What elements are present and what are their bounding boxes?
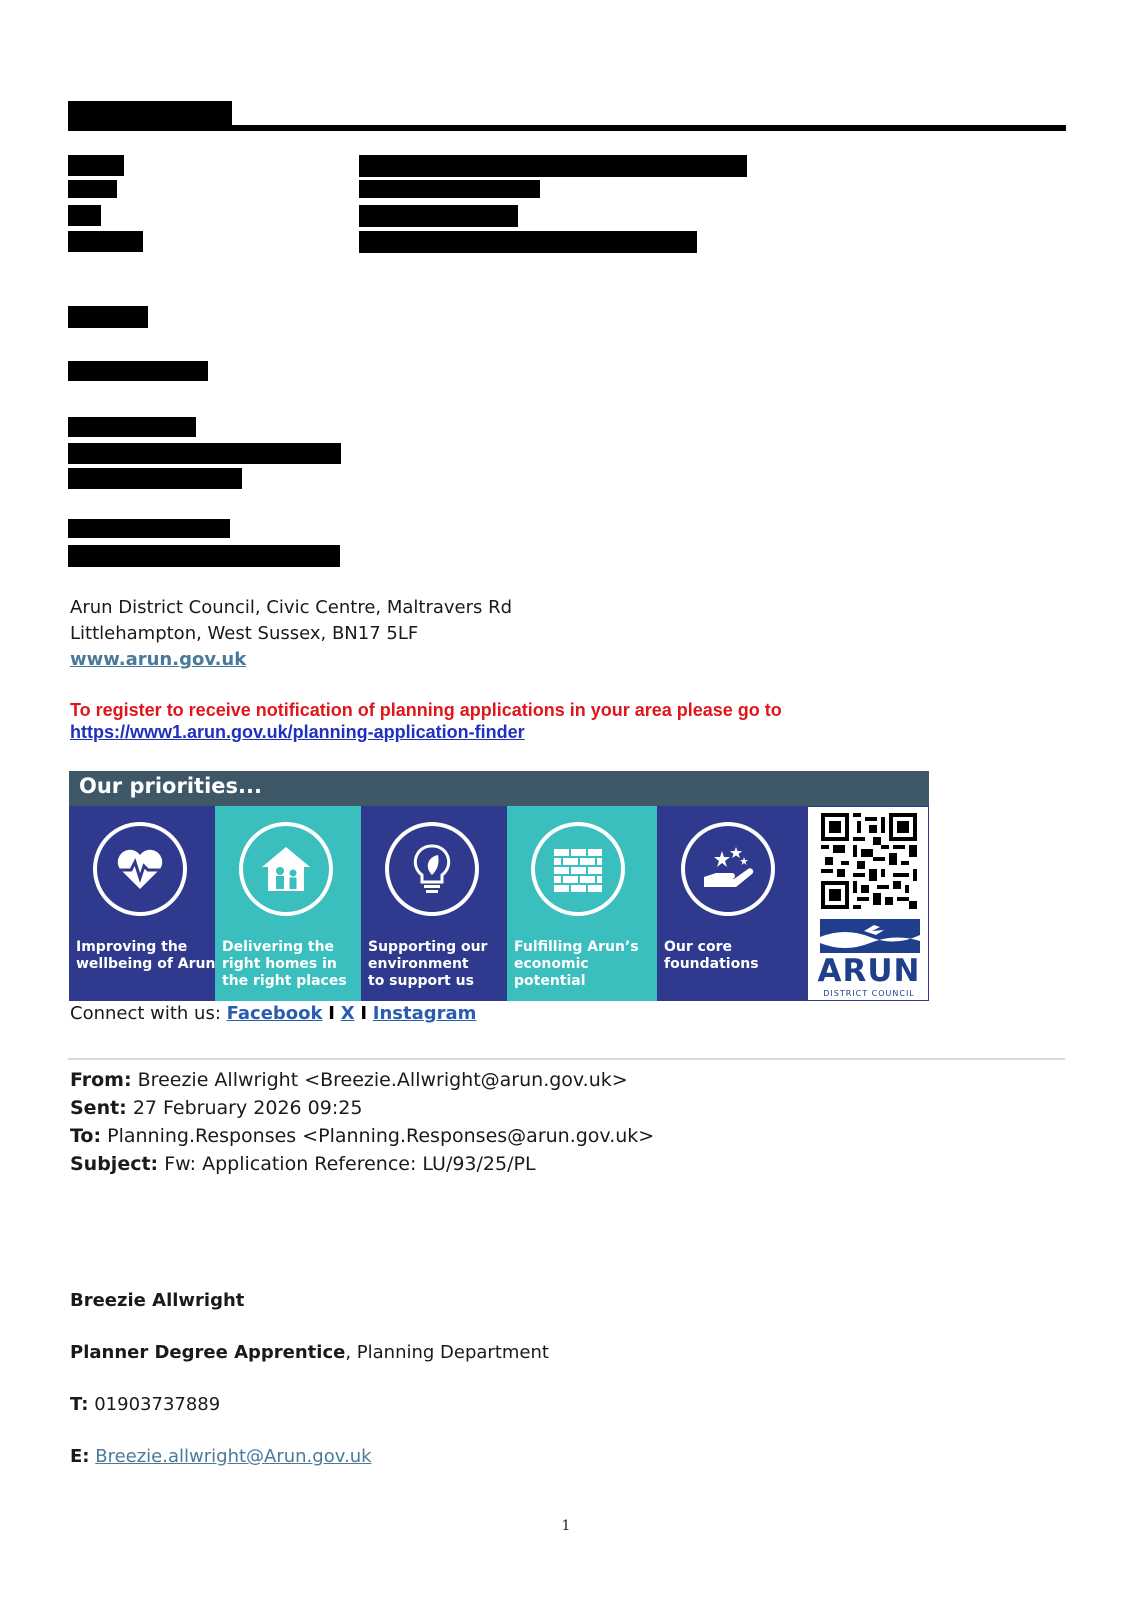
page-number: 1 (561, 1518, 571, 1534)
redacted-block (68, 468, 242, 489)
email-divider (68, 1058, 1065, 1060)
signature-email-link[interactable]: Breezie.allwright@Arun.gov.uk (95, 1446, 372, 1467)
signature-tel-line (70, 1394, 220, 1415)
redacted-block (68, 443, 341, 464)
website-link[interactable]: www.arun.gov.uk (70, 649, 247, 670)
address-line-2: Littlehampton, West Sussex, BN17 5LF (70, 623, 419, 644)
redacted-block (68, 361, 208, 381)
email-sent (70, 1097, 362, 1119)
signature-name: Breezie Allwright (70, 1290, 245, 1311)
heart-pulse-icon (93, 822, 187, 916)
social-row (70, 1003, 476, 1024)
signature-department: , Planning Department (345, 1342, 549, 1363)
priority-caption: Delivering the right homes in the right places (222, 939, 347, 989)
email-to (70, 1125, 654, 1147)
house-family-icon (239, 822, 333, 916)
redacted-block (68, 545, 340, 567)
redacted-block (68, 231, 143, 252)
priority-caption: Supporting our environment to support us (368, 939, 488, 989)
separator: I (328, 1003, 335, 1024)
redacted-block (359, 231, 697, 253)
planning-finder-link[interactable]: https://www1.arun.gov.uk/planning-application-finder (70, 722, 525, 742)
sent-value: 27 February 2026 09:25 (132, 1097, 363, 1119)
redacted-block (359, 155, 747, 177)
priority-caption: Our core foundations (664, 939, 759, 972)
from-label: From: (70, 1069, 132, 1091)
priority-caption: Fulfilling Arun’s economic potential (514, 939, 639, 989)
subject-label: Subject: (70, 1153, 159, 1175)
redacted-block (68, 205, 101, 226)
signature-role: Planner Degree Apprentice (70, 1342, 346, 1363)
redacted-block (359, 205, 518, 227)
priority-caption: Improving the wellbeing of Arun (76, 939, 216, 972)
redacted-block (68, 155, 124, 176)
brick-wall-icon (531, 822, 625, 916)
banner-header (69, 771, 929, 806)
redacted-block (68, 101, 232, 127)
subject-value: Fw: Application Reference: LU/93/25/PL (164, 1153, 536, 1175)
x-link[interactable]: X (340, 1003, 355, 1024)
arun-logo-tile (807, 806, 929, 1001)
priorities-banner (69, 771, 929, 1001)
header-rule (68, 125, 1066, 131)
priority-tile-homes (215, 806, 361, 1001)
priority-tile-environment (361, 806, 507, 1001)
signature-role-line (70, 1342, 549, 1363)
tel-value: 01903737889 (94, 1394, 221, 1415)
notice-text: To register to receive notification of planning applications in your area please go to (70, 700, 782, 720)
from-value: Breezie Allwright <Breezie.Allwright@arun.gov.uk> (137, 1069, 628, 1091)
address-line-1: Arun District Council, Civic Centre, Maltravers Rd (70, 597, 513, 618)
redacted-block (68, 306, 148, 328)
email-subject (70, 1153, 536, 1175)
redacted-block (68, 180, 117, 198)
sent-label: Sent: (70, 1097, 127, 1119)
arun-wave-icon (820, 919, 920, 953)
instagram-link[interactable]: Instagram (372, 1003, 477, 1024)
priority-tile-economy (507, 806, 657, 1001)
qr-code-icon (821, 813, 917, 909)
hand-stars-icon (681, 822, 775, 916)
priority-tile-wellbeing (69, 806, 215, 1001)
arun-logo-name: ARUN (817, 953, 921, 989)
email-from (70, 1069, 628, 1091)
priority-tile-foundations (657, 806, 807, 1001)
signature-email-line (70, 1446, 372, 1467)
separator: I (360, 1003, 368, 1024)
facebook-link[interactable]: Facebook (226, 1003, 323, 1024)
to-label: To: (70, 1125, 102, 1147)
redacted-block (359, 180, 540, 198)
redacted-block (68, 417, 196, 437)
lightbulb-leaf-icon (385, 822, 479, 916)
to-value: Planning.Responses <Planning.Responses@arun.gov.uk> (107, 1125, 655, 1147)
social-label: Connect with us: (70, 1003, 221, 1024)
arun-logo-subtitle: DISTRICT COUNCIL (823, 989, 915, 998)
tel-label: T: (70, 1394, 89, 1415)
banner-title: Our priorities... (79, 774, 262, 798)
redacted-block (68, 519, 230, 538)
email-label: E: (70, 1446, 90, 1467)
